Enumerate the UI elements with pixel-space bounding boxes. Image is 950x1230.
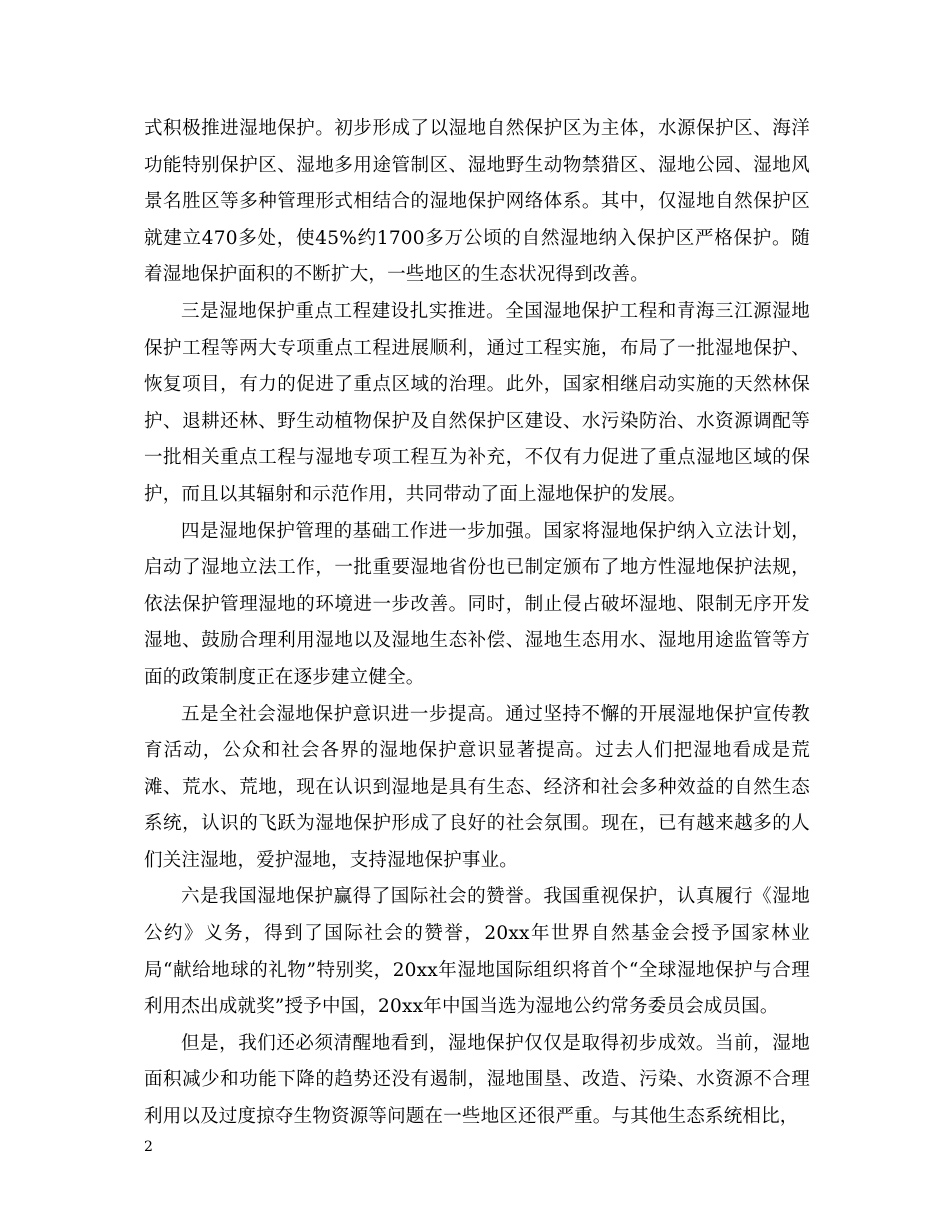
paragraph-3: 四是湿地保护管理的基础工作进一步加强。国家将湿地保护纳入立法计划，启动了湿地立法工作，一批重要湿地省份也已制定颁布了地方性湿地保护法规，依法保护管理湿地的环境进一步改善。同时，制止侵占破坏湿地、限制无序开发湿地、鼓励合理利用湿地以及湿地生态补偿、湿地生态用水、湿地用途监管等方面的政策制度正在逐步建立健全。 — [144, 520, 810, 688]
paragraph-4: 五是全社会湿地保护意识进一步提高。通过坚持不懈的开展湿地保护宣传教育活动，公众和社会各界的湿地保护意识显著提高。过去人们把湿地看成是荒滩、荒水、荒地，现在认识到湿地是具有生态、经济和社会多种效益的自然生态系统，认识的飞跃为湿地保护形成了良好的社会氛围。现在，已有越来越多的人们关注湿地，爱护湿地，支持湿地保护事业。 — [144, 703, 810, 871]
paragraph-6: 但是，我们还必须清醒地看到，湿地保护仅仅是取得初步成效。当前，湿地面积减少和功能下降的趋势还没有遏制，湿地围垦、改造、污染、水资源不合理利用以及过度掠夺生物资源等问题在一些地区还很严重。与其他生态系统相比， — [144, 1032, 810, 1128]
paragraph-5: 六是我国湿地保护赢得了国际社会的赞誉。我国重视保护，认真履行《湿地公约》义务，得到了国际社会的赞誉，20xx年世界自然基金会授予国家林业局“献给地球的礼物”特别奖，20xx年湿地国际组织将首个“全球湿地保护与合理利用杰出成就奖”授予中国，20xx年中国当选为湿地公约常务委员会成员国。 — [144, 886, 810, 1018]
paragraph-2: 三是湿地保护重点工程建设扎实推进。全国湿地保护工程和青海三江源湿地保护工程等两大专项重点工程进展顺利，通过工程实施，布局了一批湿地保护、恢复项目，有力的促进了重点区域的治理。此外，国家相继启动实施的天然林保护、退耕还林、野生动植物保护及自然保护区建设、水污染防治、水资源调配等一批相关重点工程与湿地专项工程互为补充，不仅有力促进了重点湿地区域的保护，而且以其辐射和示范作用，共同带动了面上湿地保护的发展。 — [144, 300, 810, 505]
paragraph-1: 式积极推进湿地保护。初步形成了以湿地自然保护区为主体，水源保护区、海洋功能特别保护区、湿地多用途管制区、湿地野生动物禁猎区、湿地公园、湿地风景名胜区等多种管理形式相结合的湿地保护网络体系。其中，仅湿地自然保护区就建立470多处，使45%约1700多万公顷的自然湿地纳入保护区严格保护。随着湿地保护面积的不断扩大，一些地区的生态状况得到改善。 — [144, 118, 810, 286]
body-text — [144, 111, 810, 1136]
page-number: 2 — [144, 1139, 153, 1155]
